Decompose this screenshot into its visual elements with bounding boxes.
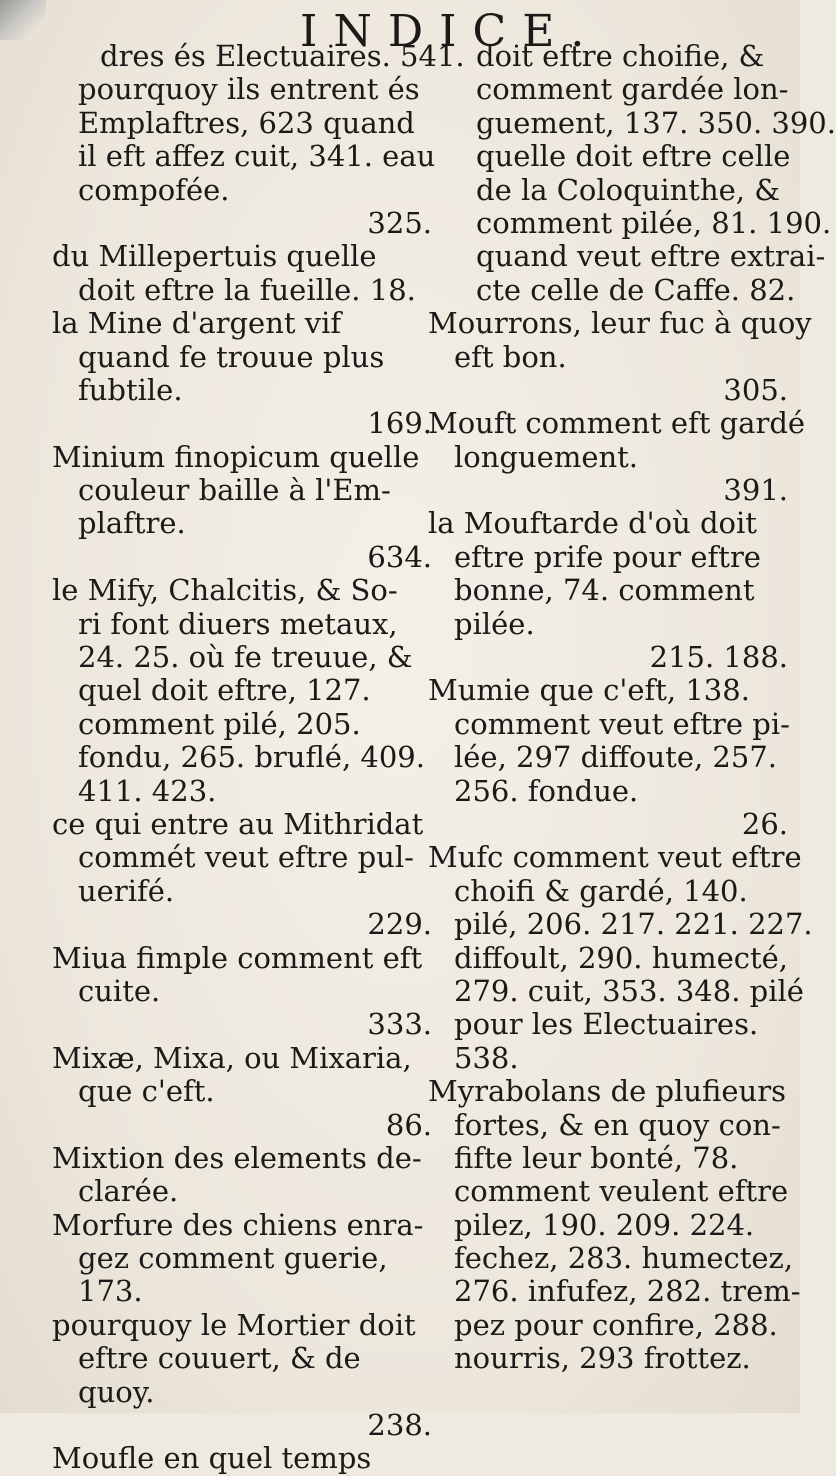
index-line: Emplaftres, 623 quand bbox=[78, 105, 415, 140]
index-line: ce qui entre au Mithridat bbox=[52, 806, 424, 841]
index-line: quand veut eftre extrai- bbox=[476, 239, 826, 274]
index-line: 411. 423. bbox=[78, 773, 217, 808]
index-line: 256. fondue. bbox=[454, 773, 639, 808]
index-line: comment pilé, 205. bbox=[78, 706, 361, 741]
index-line: 325. bbox=[367, 205, 432, 240]
index-line: Mumie que c'eft, 138. bbox=[428, 673, 750, 708]
index-line: Minium finopicum quelle bbox=[52, 439, 420, 474]
right-column bbox=[428, 39, 836, 1376]
index-line: Mixæ, Mixa, ou Mixaria, bbox=[52, 1040, 412, 1075]
index-line: 238. bbox=[367, 1408, 432, 1443]
page-title: INDICE. bbox=[300, 6, 601, 57]
index-line: Moufle en quel temps bbox=[52, 1441, 372, 1476]
index-line: la Mine d'argent vif bbox=[52, 306, 342, 341]
index-line: 169. bbox=[367, 406, 432, 441]
index-line: cuite. bbox=[78, 973, 161, 1008]
index-line: pourquoy le Mortier doit bbox=[52, 1307, 416, 1342]
index-line: Morfure des chiens enra- bbox=[52, 1207, 424, 1242]
index-line: comment veulent eftre bbox=[454, 1174, 789, 1209]
index-line: fortes, & en quoy con- bbox=[454, 1107, 781, 1142]
index-line: Mufc comment veut eftre bbox=[428, 840, 802, 875]
index-line: gez comment guerie, bbox=[78, 1241, 388, 1276]
index-line: pez pour confire, 288. bbox=[454, 1307, 778, 1342]
index-line: pilez, 190. 209. 224. bbox=[454, 1207, 755, 1242]
index-line: diffoult, 290. humecté, bbox=[454, 940, 789, 975]
index-line: clarée. bbox=[78, 1174, 179, 1209]
index-line: plaftre. bbox=[78, 506, 186, 541]
index-line: bonne, 74. comment bbox=[454, 573, 755, 608]
index-line: pilée. bbox=[454, 606, 535, 641]
index-line: 26. bbox=[741, 806, 788, 841]
index-line: 279. cuit, 353. 348. pilé bbox=[454, 973, 804, 1008]
index-line: 634. bbox=[367, 539, 432, 574]
index-line: 24. 25. où fe treuue, & bbox=[78, 640, 413, 675]
index-line: Miua fimple comment eft bbox=[52, 940, 423, 975]
index-line: Mourrons, leur fuc à quoy bbox=[428, 306, 812, 341]
index-line: Mouft comment eft gardé bbox=[428, 406, 806, 441]
index-line: couleur baille à l'Em- bbox=[78, 473, 391, 508]
index-line: 215. 188. bbox=[649, 640, 788, 675]
index-line: dres és Electuaires. 541. bbox=[100, 39, 465, 73]
index-line: que c'eft. bbox=[78, 1074, 215, 1109]
index-line: 276. infufez, 282. trem- bbox=[454, 1274, 801, 1309]
index-line: fifte leur bonté, 78. bbox=[454, 1140, 739, 1175]
index-line: pilé, 206. 217. 221. 227. bbox=[454, 907, 813, 942]
index-line: le Mify, Chalcitis, & So- bbox=[52, 573, 398, 608]
index-line: eftre couuert, & de bbox=[78, 1341, 361, 1376]
index-line: Mixtion des elements de- bbox=[52, 1140, 422, 1175]
index-line: quoy. bbox=[78, 1374, 155, 1409]
index-line: longuement. bbox=[454, 439, 639, 474]
index-line: quel doit eftre, 127. bbox=[78, 673, 371, 708]
page-corner-shadow bbox=[0, 0, 46, 40]
left-column bbox=[52, 39, 465, 1476]
index-line: 86. bbox=[385, 1107, 432, 1142]
index-line: pour les Electuaires. bbox=[454, 1007, 759, 1042]
index-line: quelle doit eftre celle bbox=[476, 139, 791, 174]
index-line: 229. bbox=[367, 907, 432, 942]
index-line: cte celle de Caffe. 82. bbox=[476, 272, 796, 307]
index-line: quand fe trouue plus bbox=[78, 339, 385, 374]
index-line: fondu, 265. bruflé, 409. bbox=[78, 740, 425, 775]
index-line: guement, 137. 350. 390. bbox=[476, 105, 836, 140]
index-line: comment pilée, 81. 190. bbox=[476, 205, 832, 240]
index-line: uerifé. bbox=[78, 873, 175, 908]
index-line: lée, 297 diffoute, 257. bbox=[454, 740, 778, 775]
index-line: eft bon. bbox=[454, 339, 567, 374]
index-line: 538. bbox=[454, 1040, 519, 1075]
index-line: choifi & gardé, 140. bbox=[454, 873, 748, 908]
index-line: 391. bbox=[723, 473, 788, 508]
index-line: 305. bbox=[723, 372, 788, 407]
index-line: doit eftre la fueille. 18. bbox=[78, 272, 416, 307]
index-line: comment gardée lon- bbox=[476, 72, 789, 107]
index-line: ri font diuers metaux, bbox=[78, 606, 398, 641]
index-line: il eft affez cuit, 341. eau bbox=[78, 139, 436, 174]
index-line: la Mouftarde d'où doit bbox=[428, 506, 757, 541]
index-line: fechez, 283. humectez, bbox=[454, 1241, 794, 1276]
index-line: Myrabolans de plufieurs bbox=[428, 1074, 786, 1109]
index-line: fubtile. bbox=[78, 372, 183, 407]
index-line: du Millepertuis quelle bbox=[52, 239, 377, 274]
index-line: 333. bbox=[367, 1007, 432, 1042]
index-line: comment veut eftre pi- bbox=[454, 706, 790, 741]
index-line: doit eftre choifie, & bbox=[476, 39, 765, 73]
index-line: compofée. bbox=[78, 172, 230, 207]
index-line: 173. bbox=[78, 1274, 143, 1309]
index-line: de la Coloquinthe, & bbox=[476, 172, 781, 207]
index-line: eftre prife pour eftre bbox=[454, 539, 761, 574]
index-line: nourris, 293 frottez. bbox=[454, 1341, 751, 1376]
index-line: commét veut eftre pul- bbox=[78, 840, 414, 875]
index-line: pourquoy ils entrent és bbox=[78, 72, 420, 107]
